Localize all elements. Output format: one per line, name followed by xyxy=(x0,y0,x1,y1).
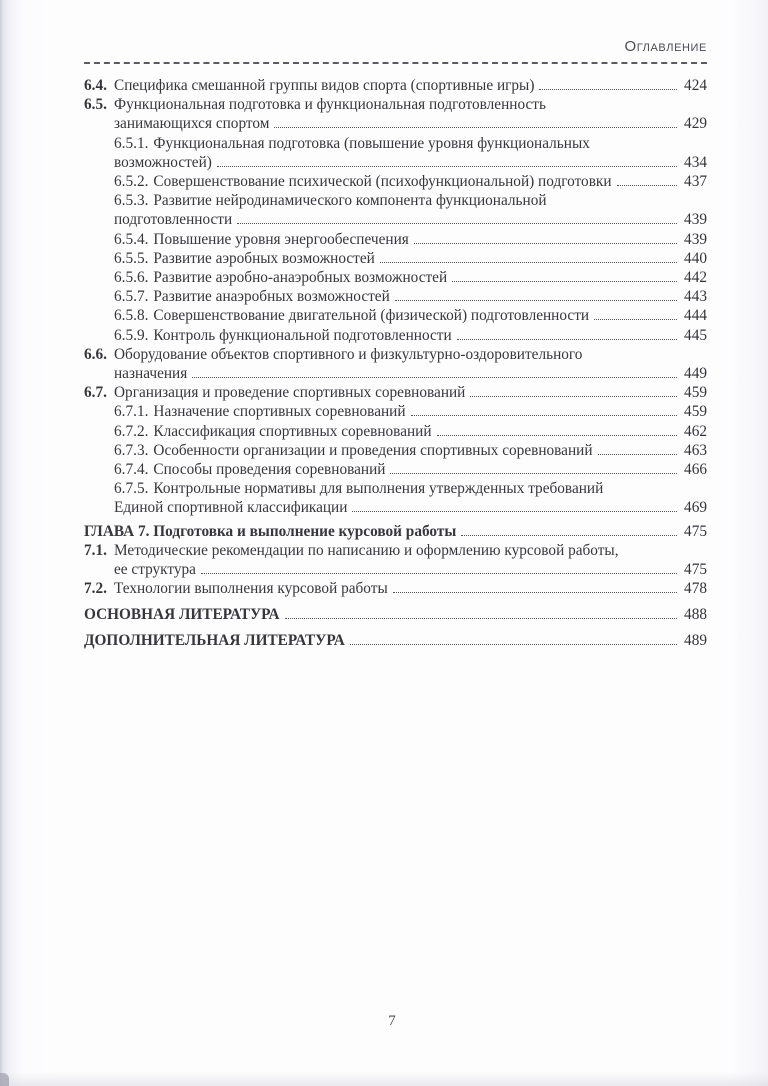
toc-entry-title: ее структура xyxy=(114,561,196,579)
toc-entry-title: Методические рекомендации по написанию и оформлению курсовой работы, xyxy=(114,541,619,559)
toc-entry-7-1 xyxy=(84,541,707,560)
toc-entry-title: Особенности организации и проведения спортивных соревнований xyxy=(153,441,593,459)
toc-page-number: 440 xyxy=(684,249,707,267)
toc-entry-6-5-3-cont xyxy=(84,210,707,229)
toc-entry-title: Повышение уровня энергообеспечения xyxy=(153,230,409,248)
toc-page-number: 443 xyxy=(684,288,707,306)
dot-leader xyxy=(470,396,677,397)
toc-entry-number: 6.5.1. xyxy=(114,134,149,152)
dot-leader xyxy=(594,319,677,320)
toc-entry-6-6-cont xyxy=(84,364,707,383)
toc-page-number: 488 xyxy=(684,606,707,624)
toc-entry-title: Классификация спортивных соревнований xyxy=(153,422,432,440)
toc-entry-title: Функциональная подготовка (повышение уровня функциональных xyxy=(153,134,590,152)
toc-page-number: 463 xyxy=(684,441,707,459)
toc-entry-number: 6.7.1. xyxy=(114,403,149,421)
toc-entry-7-2 xyxy=(84,579,707,598)
toc-entry-title: Развитие аэробных возможностей xyxy=(153,249,375,267)
toc-entry-title: ГЛАВА 7. Подготовка и выполнение курсовой работы xyxy=(84,522,457,540)
toc-entry-number: 6.7.2. xyxy=(114,422,149,440)
toc-entry-title: Развитие нейродинамического компонента функциональной xyxy=(153,192,547,210)
toc-entry-6-7-5 xyxy=(84,479,707,498)
dot-leader xyxy=(437,435,677,436)
toc-entry-title: ДОПОЛНИТЕЛЬНАЯ ЛИТЕРАТУРА xyxy=(84,631,345,649)
toc-entry-6-7-4 xyxy=(84,460,707,479)
toc-entry-number: 6.7.5. xyxy=(114,480,149,498)
scan-corner-mark xyxy=(0,1073,9,1086)
toc-page-number: 459 xyxy=(684,403,707,421)
toc-entry-6-5-2 xyxy=(84,172,707,191)
dot-leader xyxy=(461,535,677,536)
toc-page-number: 478 xyxy=(684,580,707,598)
toc-entry-title: Технологии выполнения курсовой работы xyxy=(114,580,388,598)
dot-leader xyxy=(201,573,677,574)
dot-leader xyxy=(192,377,677,378)
toc-entry-number: 6.7. xyxy=(84,384,107,402)
toc-entry-6-5 xyxy=(84,95,707,114)
dot-leader xyxy=(539,89,677,90)
dot-leader xyxy=(274,127,677,128)
scan-bottom-shadow xyxy=(0,1072,768,1086)
table-of-contents xyxy=(84,76,707,650)
toc-entry-title: Контроль функциональной подготовленности xyxy=(153,326,452,344)
toc-entry-title: Организация и проведение спортивных соревнований xyxy=(114,384,466,402)
dot-leader xyxy=(285,618,677,619)
toc-entry-number: 6.5.3. xyxy=(114,192,149,210)
toc-entry-6-7-2 xyxy=(84,422,707,441)
toc-entry-title: Совершенствование двигательной (физической) подготовленности xyxy=(153,307,590,325)
toc-entry-title: занимающихся спортом xyxy=(114,115,270,133)
dot-leader xyxy=(457,339,677,340)
toc-entry-7-1-cont xyxy=(84,560,707,579)
toc-page-number: 466 xyxy=(684,461,707,479)
toc-entry-6-7 xyxy=(84,383,707,402)
toc-entry-number: 6.6. xyxy=(84,345,107,363)
dot-leader xyxy=(217,166,677,167)
toc-entry-6-5-1-cont xyxy=(84,153,707,172)
toc-page-number: 445 xyxy=(684,326,707,344)
toc-entry-6-5-1 xyxy=(84,134,707,153)
toc-page-number: 449 xyxy=(684,365,707,383)
running-head: Оглавление xyxy=(624,38,707,55)
toc-entry-number: 6.7.3. xyxy=(114,441,149,459)
dot-leader xyxy=(395,300,677,301)
toc-entry-title: Единой спортивной классификации xyxy=(114,499,348,517)
toc-page-number: 439 xyxy=(684,230,707,248)
folio-page-number: 7 xyxy=(388,1013,396,1029)
toc-entry-number: 6.5.4. xyxy=(114,230,149,248)
dot-leader xyxy=(452,281,677,282)
dot-leader xyxy=(237,223,677,224)
dot-leader xyxy=(414,243,677,244)
toc-entry-number: 7.1. xyxy=(84,541,107,559)
toc-entry-6-4 xyxy=(84,76,707,95)
toc-entry-number: 6.5.2. xyxy=(114,173,149,191)
dot-leader xyxy=(350,644,677,645)
toc-entry-6-5-9 xyxy=(84,326,707,345)
toc-entry-6-7-3 xyxy=(84,441,707,460)
toc-page-number: 437 xyxy=(684,173,707,191)
toc-entry-6-5-7 xyxy=(84,287,707,306)
toc-entry-6-5-8 xyxy=(84,306,707,325)
toc-page-number: 442 xyxy=(684,269,707,287)
toc-entry-6-5-cont xyxy=(84,114,707,133)
toc-entry-title: Назначение спортивных соревнований xyxy=(153,403,406,421)
toc-entry-chapter-7 xyxy=(84,522,707,541)
toc-entry-title: Контрольные нормативы для выполнения утвержденных требований xyxy=(153,480,604,498)
toc-entry-title: ОСНОВНАЯ ЛИТЕРАТУРА xyxy=(84,606,280,624)
toc-entry-additional-literature xyxy=(84,631,707,650)
toc-entry-title: Специфика смешанной группы видов спорта (спортивные игры) xyxy=(114,77,535,94)
toc-page-number: 439 xyxy=(684,211,707,229)
toc-entry-6-5-4 xyxy=(84,230,707,249)
toc-page-number: 489 xyxy=(684,631,707,649)
toc-page-number: 475 xyxy=(684,561,707,579)
toc-entry-title: назначения xyxy=(114,365,188,383)
toc-entry-number: 6.7.4. xyxy=(114,461,149,479)
toc-entry-6-7-1 xyxy=(84,402,707,421)
toc-entry-number: 6.5.5. xyxy=(114,249,149,267)
toc-entry-number: 6.5.7. xyxy=(114,288,149,306)
dot-leader xyxy=(411,415,677,416)
toc-page-number: 424 xyxy=(684,77,707,94)
dot-leader xyxy=(352,511,677,512)
dot-leader xyxy=(380,262,677,263)
toc-entry-title: возможностей) xyxy=(114,153,212,171)
dot-leader xyxy=(393,592,677,593)
toc-page-number: 475 xyxy=(684,522,707,540)
toc-entry-number: 7.2. xyxy=(84,580,107,598)
toc-entry-6-5-5 xyxy=(84,249,707,268)
dot-leader xyxy=(617,185,677,186)
toc-entry-6-7-5-cont xyxy=(84,498,707,517)
toc-page-number: 469 xyxy=(684,499,707,517)
toc-page-number: 429 xyxy=(684,115,707,133)
dashed-divider xyxy=(84,62,707,64)
toc-page-number: 459 xyxy=(684,384,707,402)
toc-entry-number: 6.5.8. xyxy=(114,307,149,325)
dot-leader xyxy=(598,454,677,455)
toc-page-number: 434 xyxy=(684,153,707,171)
toc-entry-number: 6.5.6. xyxy=(114,269,149,287)
toc-entry-title: Функциональная подготовка и функциональная подготовленность xyxy=(114,96,546,114)
toc-entry-6-5-3 xyxy=(84,191,707,210)
toc-entry-title: Развитие анаэробных возможностей xyxy=(153,288,390,306)
toc-entry-6-5-6 xyxy=(84,268,707,287)
toc-entry-main-literature xyxy=(84,605,707,624)
dot-leader xyxy=(390,473,677,474)
toc-entry-6-6 xyxy=(84,345,707,364)
toc-entry-number: 6.5.9. xyxy=(114,326,149,344)
toc-entry-number: 6.5. xyxy=(84,96,107,114)
toc-entry-title: Способы проведения соревнований xyxy=(153,461,386,479)
toc-entry-title: Оборудование объектов спортивного и физкультурно-оздоровительного xyxy=(114,345,583,363)
toc-page-number: 462 xyxy=(684,422,707,440)
toc-entry-number: 6.4. xyxy=(84,77,107,94)
toc-entry-title: Совершенствование психической (психофункциональной) подготовки xyxy=(153,173,612,191)
toc-entry-title: подготовленности xyxy=(114,211,233,229)
toc-page-number: 444 xyxy=(684,307,707,325)
toc-entry-title: Развитие аэробно-анаэробных возможностей xyxy=(153,269,448,287)
